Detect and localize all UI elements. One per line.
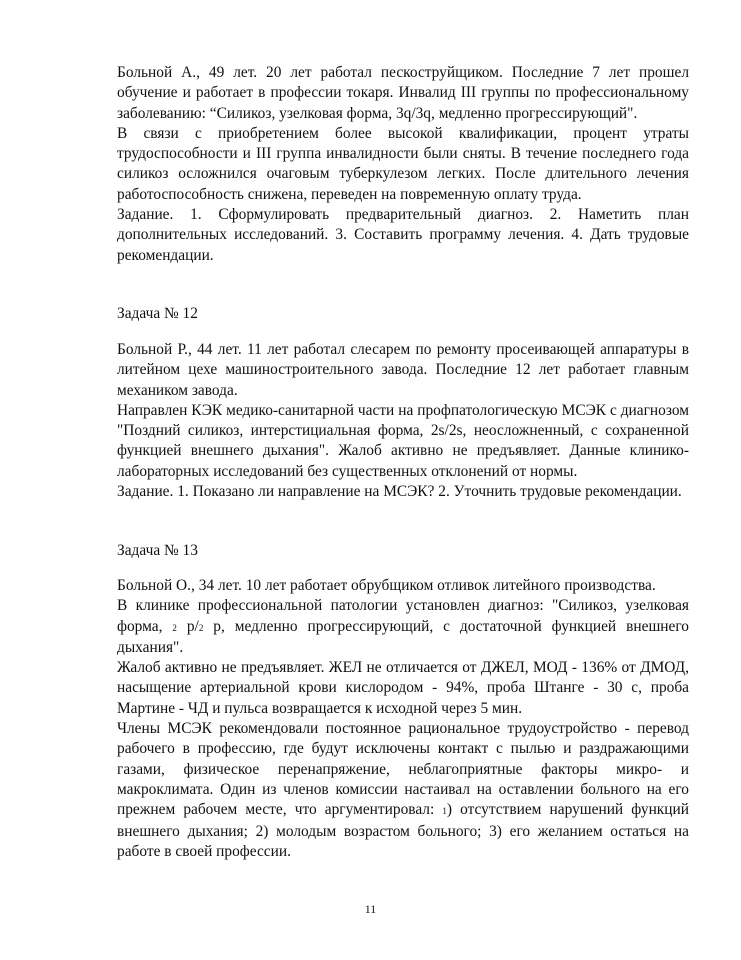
task11-paragraph-2: В связи с приобретением более высокой квалификации, процент утраты трудоспособности и III группа инвалидности были сняты. В течение последнего года силикоз осложнился очаговым туберкулезом легких. После длительного лечения работоспособность снижена, переведен на повременную оплату труда. — [117, 124, 689, 203]
task13-paragraph-3: Жалоб активно не предъявляет. ЖЕЛ не отличается от ДЖЕЛ, МОД - 136% от ДМОД, насыщение артериальной крови кислородом - 94%, проба Штанге - 30 с, проба Мартине - ЧД и пульса возвращается к исходной через 5 мин. — [117, 659, 689, 717]
task13-paragraph-2 — [117, 596, 689, 658]
task13-p2-text-a: В клинике профессиональной патологии установлен диагноз: "Силикоз, узелковая форма, — [117, 597, 689, 635]
task11-text — [117, 63, 689, 266]
task13-p2-sub-1: 2 — [172, 622, 177, 633]
task12-paragraph-3: Задание. 1. Показано ли направление на МСЭК? 2. Уточнить трудовые рекомендации. — [117, 483, 682, 501]
task13-heading: Задача № 13 — [117, 542, 198, 559]
task13-p4-text-a: Члены МСЭК рекомендовали постоянное рациональное трудоустройство - перевод рабочего в профессию, где будут исключены контакт с пылью и раздражающими газами, физическое перенапряжение, неблагоприятные факторы микро- и макроклимата. Один из членов комиссии настаивал на оставлении больного на его прежнем рабочем месте, что аргументировал: — [117, 720, 689, 819]
task12-paragraph-2: Направлен КЭК медико-санитарной части на профпатологическую МСЭК с диагнозом "Поздний силикоз, интерстициальная форма, 2s/2s, неосложненный, с сохраненной функцией внешнего дыхания". Жалоб активно не предъявляет. Данные клинико-лабораторных исследований без существенных отклонений от нормы. — [117, 401, 689, 480]
page-number: 11 — [364, 902, 377, 916]
task12-heading: Задача № 12 — [117, 305, 198, 322]
task12-paragraph-1: Больной Р., 44 лет. 11 лет работал слесарем по ремонту просеивающей аппаратуры в литейном цехе машиностроительного завода. Последние 12 лет работает главным механиком завода. — [117, 341, 689, 399]
task13-text — [117, 576, 689, 862]
task13-p2-sub-2: 2 — [198, 622, 204, 633]
task11-paragraph-3: Задание. 1. Сформулировать предварительный диагноз. 2. Наметить план дополнительных исследований. 3. Составить программу лечения. 4. Дать трудовые рекомендации. — [117, 206, 689, 264]
task13-p2-text-c: p, медленно прогрессирующий, с достаточной функцией внешнего дыхания". — [117, 617, 689, 656]
task13-paragraph-4 — [117, 719, 689, 862]
task11-paragraph-1: Больной А., 49 лет. 20 лет работал пескоструйщиком. Последние 7 лет прошел обучение и работает в профессии токаря. Инвалид III группы по профессиональному заболеванию: “Силикоз, узелковая форма, 3q/3q, медленно прогрессирующий". — [117, 64, 689, 122]
task12-text — [117, 340, 689, 502]
task13-p2-text-b: p/ — [176, 617, 199, 635]
task13-p4-text-b: ) отсутствием нарушений функций внешнего дыхания; 2) молодым возрастом больного; 3) его желанием остаться на работе в своей профессии. — [117, 801, 689, 860]
task13-paragraph-1: Больной О., 34 лет. 10 лет работает обрубщиком отливок литейного производства. — [117, 577, 656, 594]
task13-p4-sub: 1 — [442, 806, 447, 817]
